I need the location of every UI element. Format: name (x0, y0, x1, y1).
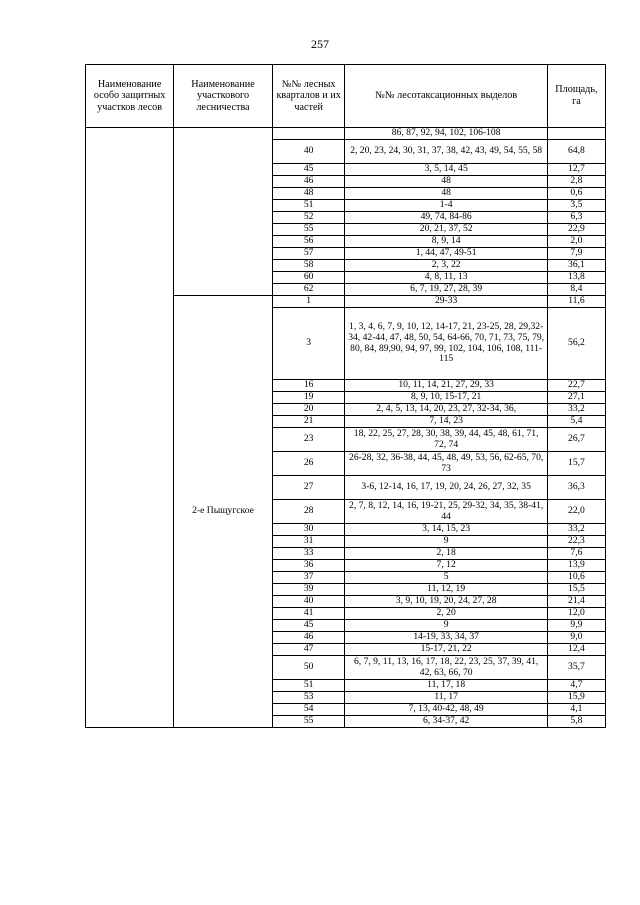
allotments-cell: 3, 5, 14, 45 (345, 164, 547, 176)
allotments-cell: 14-19, 33, 34, 37 (345, 632, 547, 644)
quarter-cell: 54 (272, 704, 345, 716)
area-cell: 64,8 (547, 140, 605, 164)
area-cell: 36,3 (547, 476, 605, 500)
allotments-cell: 2, 7, 8, 12, 14, 16, 19-21, 25, 29-32, 34, 35, 38-41, 44 (345, 500, 547, 524)
quarter-cell: 39 (272, 584, 345, 596)
area-cell (547, 128, 605, 140)
table-row (86, 128, 606, 140)
district-forestry-cell (174, 128, 273, 296)
quarter-cell: 1 (272, 296, 345, 308)
allotments-cell: 3-6, 12-14, 16, 17, 19, 20, 24, 26, 27, 32, 35 (345, 476, 547, 500)
quarter-cell: 3 (272, 308, 345, 380)
quarter-cell: 48 (272, 188, 345, 200)
area-cell: 4,7 (547, 680, 605, 692)
quarter-cell: 45 (272, 164, 345, 176)
allotments-cell: 8, 9, 14 (345, 236, 547, 248)
allotments-cell: 29-33 (345, 296, 547, 308)
area-cell: 12,0 (547, 608, 605, 620)
quarter-cell: 20 (272, 404, 345, 416)
area-cell: 6,3 (547, 212, 605, 224)
area-cell: 27,1 (547, 392, 605, 404)
allotments-cell: 6, 34-37, 42 (345, 716, 547, 728)
quarter-cell: 50 (272, 656, 345, 680)
allotments-cell: 6, 7, 19, 27, 28, 39 (345, 284, 547, 296)
allotments-cell: 5 (345, 572, 547, 584)
quarter-cell: 55 (272, 224, 345, 236)
page-number: 257 (311, 37, 329, 51)
protected-area-cell (86, 128, 174, 728)
header-allotments: №№ лесотаксационных выделов (345, 65, 547, 128)
quarter-cell: 27 (272, 476, 345, 500)
area-cell: 33,2 (547, 524, 605, 536)
header-protected-area: Наименование особо защитных участков лесов (86, 65, 174, 128)
allotments-cell: 8, 9, 10, 15-17, 21 (345, 392, 547, 404)
quarter-cell: 60 (272, 272, 345, 284)
allotments-cell: 2, 20 (345, 608, 547, 620)
district-forestry-cell: 2-е Пыщугское (174, 296, 273, 728)
quarter-cell: 52 (272, 212, 345, 224)
allotments-cell: 2, 4, 5, 13, 14, 20, 23, 27, 32-34, 36, (345, 404, 547, 416)
quarter-cell: 46 (272, 176, 345, 188)
area-cell: 5,8 (547, 716, 605, 728)
allotments-cell: 3, 9, 10, 19, 20, 24, 27, 28 (345, 596, 547, 608)
quarter-cell: 55 (272, 716, 345, 728)
area-cell: 15,7 (547, 452, 605, 476)
area-cell: 7,9 (547, 248, 605, 260)
area-cell: 22,3 (547, 536, 605, 548)
quarter-cell: 46 (272, 632, 345, 644)
quarter-cell (272, 128, 345, 140)
allotments-cell: 2, 18 (345, 548, 547, 560)
area-cell: 12,4 (547, 644, 605, 656)
area-cell: 2,8 (547, 176, 605, 188)
allotments-cell: 48 (345, 176, 547, 188)
header-district-forestry: Наименование участкового лесничества (174, 65, 273, 128)
allotments-cell: 9 (345, 620, 547, 632)
quarter-cell: 23 (272, 428, 345, 452)
area-cell: 4,1 (547, 704, 605, 716)
allotments-cell: 15-17, 21, 22 (345, 644, 547, 656)
allotments-cell: 7, 12 (345, 560, 547, 572)
quarter-cell: 28 (272, 500, 345, 524)
allotments-cell: 18, 22, 25, 27, 28, 30, 38, 39, 44, 45, 48, 61, 71, 72, 74 (345, 428, 547, 452)
allotments-cell: 20, 21, 37, 52 (345, 224, 547, 236)
allotments-cell: 11, 17, 18 (345, 680, 547, 692)
area-cell: 33,2 (547, 404, 605, 416)
allotments-cell: 11, 17 (345, 692, 547, 704)
area-cell: 3,5 (547, 200, 605, 212)
quarter-cell: 30 (272, 524, 345, 536)
allotments-cell: 10, 11, 14, 21, 27, 29, 33 (345, 380, 547, 392)
protected-areas-table (85, 64, 606, 728)
area-cell: 7,6 (547, 548, 605, 560)
quarter-cell: 26 (272, 452, 345, 476)
quarter-cell: 36 (272, 560, 345, 572)
quarter-cell: 62 (272, 284, 345, 296)
allotments-cell: 11, 12, 19 (345, 584, 547, 596)
quarter-cell: 31 (272, 536, 345, 548)
area-cell: 12,7 (547, 164, 605, 176)
area-cell: 0,6 (547, 188, 605, 200)
header-quarters: №№ лесных кварталов и их частей (272, 65, 345, 128)
allotments-cell: 7, 14, 23 (345, 416, 547, 428)
area-cell: 35,7 (547, 656, 605, 680)
allotments-cell: 6, 7, 9, 11, 13, 16, 17, 18, 22, 23, 25, 37, 39, 41, 42, 63, 66, 70 (345, 656, 547, 680)
area-cell: 26,7 (547, 428, 605, 452)
area-cell: 8,4 (547, 284, 605, 296)
area-cell: 13,8 (547, 272, 605, 284)
area-cell: 22,9 (547, 224, 605, 236)
area-cell: 21,4 (547, 596, 605, 608)
table-body (86, 128, 606, 728)
quarter-cell: 58 (272, 260, 345, 272)
allotments-cell: 48 (345, 188, 547, 200)
quarter-cell: 51 (272, 680, 345, 692)
area-cell: 10,6 (547, 572, 605, 584)
area-cell: 13,9 (547, 560, 605, 572)
allotments-cell: 1-4 (345, 200, 547, 212)
quarter-cell: 16 (272, 380, 345, 392)
allotments-cell: 86, 87, 92, 94, 102, 106-108 (345, 128, 547, 140)
allotments-cell: 2, 20, 23, 24, 30, 31, 37, 38, 42, 43, 49, 54, 55, 58 (345, 140, 547, 164)
header-row (86, 65, 606, 128)
area-cell: 9,9 (547, 620, 605, 632)
quarter-cell: 37 (272, 572, 345, 584)
quarter-cell: 21 (272, 416, 345, 428)
area-cell: 11,6 (547, 296, 605, 308)
allotments-cell: 2, 3, 22 (345, 260, 547, 272)
area-cell: 36,1 (547, 260, 605, 272)
allotments-cell: 3, 14, 15, 23 (345, 524, 547, 536)
quarter-cell: 57 (272, 248, 345, 260)
quarter-cell: 45 (272, 620, 345, 632)
allotments-cell: 49, 74, 84-86 (345, 212, 547, 224)
area-cell: 15,5 (547, 584, 605, 596)
quarter-cell: 53 (272, 692, 345, 704)
area-cell: 5,4 (547, 416, 605, 428)
quarter-cell: 56 (272, 236, 345, 248)
area-cell: 2,0 (547, 236, 605, 248)
allotments-cell: 1, 3, 4, 6, 7, 9, 10, 12, 14-17, 21, 23-25, 28, 29,32-34, 42-44, 47, 48, 50, 54, 64-66, 70, 71, 73, 75, 79, 80, 84, 89,90, 94, 97, 99, 102, 104, 106, 108, 111-115 (345, 308, 547, 380)
quarter-cell: 40 (272, 140, 345, 164)
area-cell: 22,0 (547, 500, 605, 524)
area-cell: 56,2 (547, 308, 605, 380)
area-cell: 15,9 (547, 692, 605, 704)
quarter-cell: 47 (272, 644, 345, 656)
allotments-cell: 4, 8, 11, 13 (345, 272, 547, 284)
header-area-ha: Площадь, га (547, 65, 605, 128)
quarter-cell: 19 (272, 392, 345, 404)
quarter-cell: 41 (272, 608, 345, 620)
allotments-cell: 9 (345, 536, 547, 548)
allotments-cell: 26-28, 32, 36-38, 44, 45, 48, 49, 53, 56, 62-65, 70, 73 (345, 452, 547, 476)
quarter-cell: 40 (272, 596, 345, 608)
area-cell: 22,7 (547, 380, 605, 392)
allotments-cell: 7, 13, 40-42, 48, 49 (345, 704, 547, 716)
quarter-cell: 51 (272, 200, 345, 212)
allotments-cell: 1, 44, 47, 49-51 (345, 248, 547, 260)
area-cell: 9,0 (547, 632, 605, 644)
quarter-cell: 33 (272, 548, 345, 560)
